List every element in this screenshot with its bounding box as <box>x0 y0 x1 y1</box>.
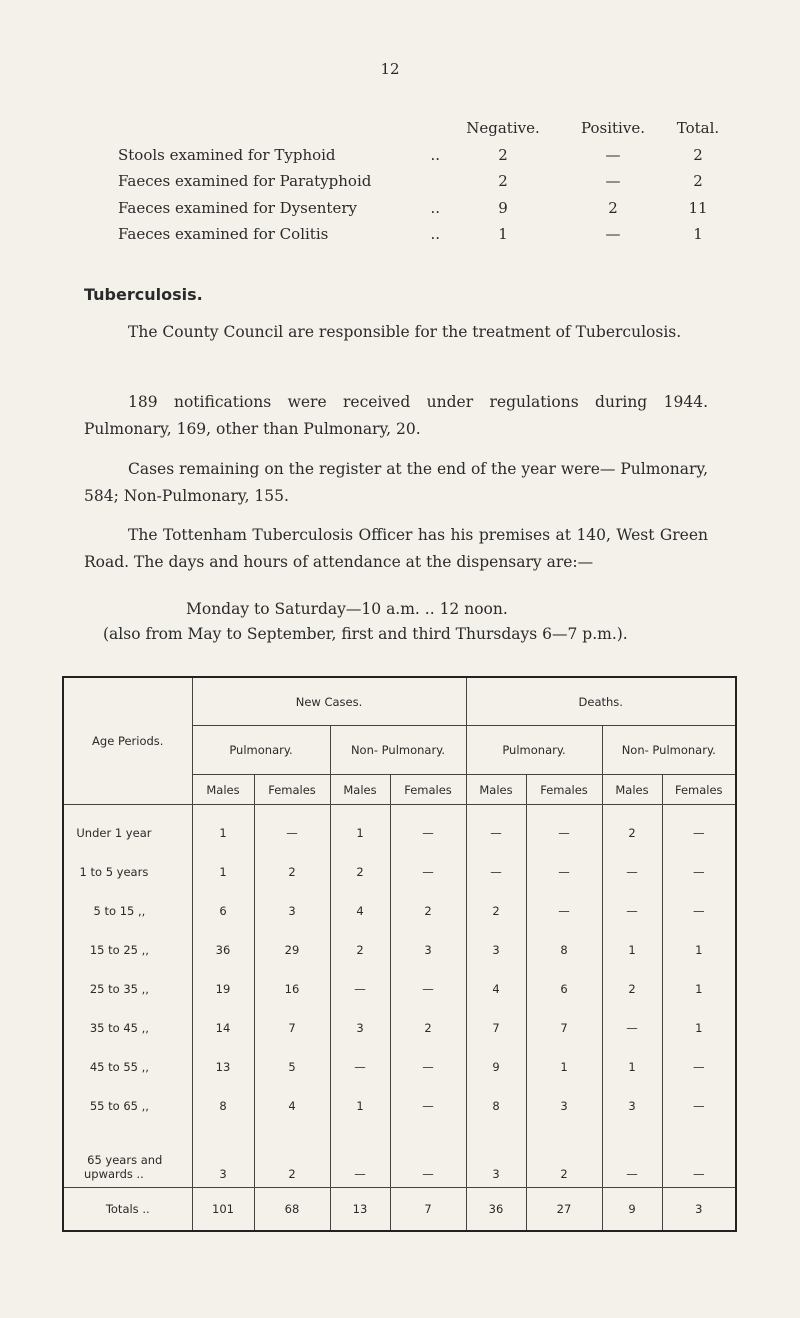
dot-leader: .. <box>430 145 440 164</box>
table-cell: 2 <box>330 930 390 969</box>
table-cell: 2 <box>390 1008 466 1047</box>
non-pulmonary-header: Non- Pulmonary. <box>330 726 466 775</box>
table-cell: 29 <box>254 930 330 969</box>
exam-header-row <box>118 115 728 142</box>
table-cell: 2 <box>526 1125 602 1188</box>
age-label: 45 to 55 <box>89 1059 138 1074</box>
negative-value: 2 <box>498 145 508 164</box>
table-cell: 1 <box>192 805 254 853</box>
table-cell: 16 <box>254 969 330 1008</box>
table-cell: — <box>390 1086 466 1125</box>
table-row <box>63 969 736 1008</box>
negative-header: Negative. <box>466 119 540 138</box>
table-cell: 8 <box>526 930 602 969</box>
table-cell: 14 <box>192 1008 254 1047</box>
dot-leader: .. <box>430 225 440 244</box>
table-cell: 13 <box>192 1047 254 1086</box>
ditto-mark: ,, <box>141 1059 149 1074</box>
positive-value: — <box>605 225 621 244</box>
table-cell: 2 <box>254 852 330 891</box>
exam-label: Stools examined for Typhoid <box>118 145 336 164</box>
table-cell: 9 <box>602 1188 662 1232</box>
exam-label: Faeces examined for Paratyphoid <box>118 172 372 191</box>
table-cell: 19 <box>192 969 254 1008</box>
table-cell: — <box>602 1008 662 1047</box>
table-cell: — <box>390 1047 466 1086</box>
table-header-row <box>63 677 736 726</box>
table-cell: — <box>526 852 602 891</box>
totals-row <box>63 1188 736 1232</box>
table-cell: 2 <box>330 852 390 891</box>
age-period <box>63 969 192 1008</box>
table-row <box>63 852 736 891</box>
table-cell: 7 <box>254 1008 330 1047</box>
age-period <box>63 805 192 853</box>
table-cell: 6 <box>192 891 254 930</box>
pulmonary-header: Pulmonary. <box>192 726 330 775</box>
table-cell: — <box>390 852 466 891</box>
table-cell: — <box>662 852 736 891</box>
table-cell: — <box>526 805 602 853</box>
table-row <box>63 1125 736 1188</box>
table-cell: 6 <box>526 969 602 1008</box>
total-header: Total. <box>676 119 720 138</box>
table-cell: 1 <box>192 852 254 891</box>
table-cell: 9 <box>466 1047 526 1086</box>
deaths-header: Deaths. <box>466 677 736 726</box>
table-cell: 4 <box>254 1086 330 1125</box>
positive-header: Positive. <box>581 119 645 138</box>
age-label: 25 to 35 <box>89 981 138 996</box>
table-cell: 7 <box>466 1008 526 1047</box>
table-cell: 36 <box>466 1188 526 1232</box>
females-header: Females <box>254 775 330 805</box>
table-row <box>63 1047 736 1086</box>
paragraph-text: Cases remaining on the register at the end of the year were— Pulmonary, 584; Non-Pulmonary, 155. <box>84 460 708 505</box>
table-row <box>63 805 736 853</box>
table-cell: 27 <box>526 1188 602 1232</box>
table-cell: 1 <box>330 805 390 853</box>
age-period <box>63 1125 192 1188</box>
paragraph <box>84 456 708 510</box>
males-header: Males <box>192 775 254 805</box>
new-cases-header: New Cases. <box>192 677 466 726</box>
table-cell: 3 <box>330 1008 390 1047</box>
table-cell: 3 <box>526 1086 602 1125</box>
dispensary-extra-hours: (also from May to September, first and third Thursdays 6—7 p.m.). <box>103 625 628 643</box>
table-cell: — <box>662 891 736 930</box>
paragraph-text: The Tottenham Tuberculosis Officer has his premises at 140, West Green Road. The days and hours of attendance at the dispensary are:— <box>84 526 708 571</box>
positive-value: 2 <box>608 198 618 217</box>
tuberculosis-table <box>62 676 737 1232</box>
negative-value: 2 <box>498 172 508 191</box>
exam-label: Faeces examined for Dysentery <box>118 198 357 217</box>
table-row <box>63 930 736 969</box>
table-cell: 1 <box>662 930 736 969</box>
ditto-mark: ,, <box>137 903 146 918</box>
table-cell: — <box>390 805 466 853</box>
table-cell: 36 <box>192 930 254 969</box>
table-cell: — <box>662 1086 736 1125</box>
ditto-mark: ,, <box>141 1098 149 1113</box>
totals-label: Totals .. <box>63 1188 192 1232</box>
paragraph-text: 189 notifications were received under regulations during 1944. Pulmonary, 169, other than Pulmonary, 20. <box>84 393 708 438</box>
males-header: Males <box>466 775 526 805</box>
table-cell: — <box>466 805 526 853</box>
table-cell: 2 <box>602 805 662 853</box>
table-cell: — <box>662 1125 736 1188</box>
exam-row <box>118 195 728 222</box>
lab-examination-table <box>118 115 728 248</box>
table-body <box>63 805 736 1188</box>
table-cell: — <box>602 852 662 891</box>
table-cell: 3 <box>466 930 526 969</box>
age-label: 5 to 15 <box>93 903 135 918</box>
paragraph-text: The County Council are responsible for the treatment of Tuberculosis. <box>128 323 682 341</box>
age-label: 15 to 25 <box>89 942 138 957</box>
table-cell: 101 <box>192 1188 254 1232</box>
dispensary-hours: Monday to Saturday—10 a.m. .. 12 noon. <box>186 600 508 618</box>
age-period <box>63 930 192 969</box>
section-title: Tuberculosis. <box>84 285 203 304</box>
paragraph <box>84 522 708 576</box>
exam-row <box>118 142 728 169</box>
exam-row <box>118 221 728 248</box>
table-cell: 1 <box>526 1047 602 1086</box>
age-label: 65 years and upwards .. <box>84 1153 163 1181</box>
table-cell: 3 <box>254 891 330 930</box>
table-cell: — <box>602 891 662 930</box>
females-header: Females <box>390 775 466 805</box>
table-cell: 3 <box>602 1086 662 1125</box>
pulmonary-header: Pulmonary. <box>466 726 602 775</box>
age-period <box>63 1008 192 1047</box>
table-cell: 1 <box>602 930 662 969</box>
table-cell: 8 <box>466 1086 526 1125</box>
age-label: Under 1 year <box>76 825 152 840</box>
table-cell: 3 <box>192 1125 254 1188</box>
age-period <box>63 1086 192 1125</box>
positive-value: — <box>605 145 621 164</box>
table-row <box>63 1086 736 1125</box>
table-cell: 7 <box>390 1188 466 1232</box>
table-cell: 2 <box>390 891 466 930</box>
age-period <box>63 852 192 891</box>
exam-row <box>118 168 728 195</box>
age-label: 55 to 65 <box>89 1098 138 1113</box>
table-cell: — <box>662 1047 736 1086</box>
table-cell: 3 <box>662 1188 736 1232</box>
page-number: 12 <box>380 60 400 78</box>
table-cell: — <box>330 969 390 1008</box>
table-cell: 4 <box>330 891 390 930</box>
table-cell: 2 <box>466 891 526 930</box>
table-cell: 1 <box>662 969 736 1008</box>
age-period <box>63 891 192 930</box>
age-period <box>63 1047 192 1086</box>
table-cell: — <box>466 852 526 891</box>
males-header: Males <box>330 775 390 805</box>
table-cell: 7 <box>526 1008 602 1047</box>
table-row <box>63 891 736 930</box>
ditto-mark: ,, <box>141 1020 149 1035</box>
age-label: 35 to 45 <box>89 1020 138 1035</box>
negative-value: 1 <box>498 225 508 244</box>
age-periods-header: Age Periods. <box>63 677 192 805</box>
table-cell: — <box>254 805 330 853</box>
ditto-mark: ,, <box>141 981 149 996</box>
total-value: 1 <box>693 225 703 244</box>
paragraph <box>84 389 708 443</box>
table-cell: 3 <box>466 1125 526 1188</box>
total-value: 2 <box>693 172 703 191</box>
non-pulmonary-header: Non- Pulmonary. <box>602 726 736 775</box>
age-label: 1 to 5 years <box>79 864 149 879</box>
dot-leader: .. <box>430 198 440 217</box>
table-cell: — <box>602 1125 662 1188</box>
table-cell: — <box>330 1125 390 1188</box>
table-cell: 4 <box>466 969 526 1008</box>
females-header: Females <box>526 775 602 805</box>
males-header: Males <box>602 775 662 805</box>
table-cell: 1 <box>662 1008 736 1047</box>
ditto-mark: ,, <box>141 942 149 957</box>
total-value: 11 <box>688 198 708 217</box>
paragraph <box>84 319 708 346</box>
table-cell: 13 <box>330 1188 390 1232</box>
females-header: Females <box>662 775 736 805</box>
table-cell: — <box>526 891 602 930</box>
table-cell: — <box>330 1047 390 1086</box>
table-cell: — <box>390 1125 466 1188</box>
table-cell: 1 <box>330 1086 390 1125</box>
table-cell: 5 <box>254 1047 330 1086</box>
table-row <box>63 1008 736 1047</box>
table-cell: 1 <box>602 1047 662 1086</box>
table-cell: — <box>662 805 736 853</box>
table-cell: — <box>390 969 466 1008</box>
table-cell: 3 <box>390 930 466 969</box>
table-cell: 8 <box>192 1086 254 1125</box>
table-cell: 2 <box>602 969 662 1008</box>
positive-value: — <box>605 172 621 191</box>
negative-value: 9 <box>498 198 508 217</box>
total-value: 2 <box>693 145 703 164</box>
table-cell: 2 <box>254 1125 330 1188</box>
exam-label: Faeces examined for Colitis <box>118 225 329 244</box>
table-cell: 68 <box>254 1188 330 1232</box>
